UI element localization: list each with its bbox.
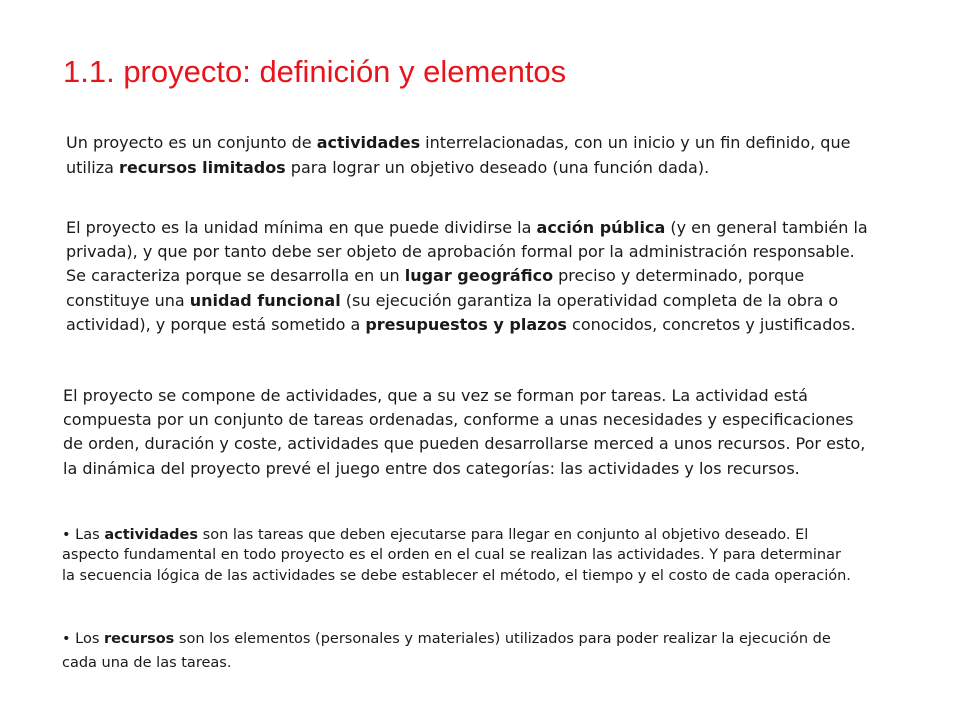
text-span: (su ejecución garantiza la operatividad completa de la obra o actividad), y porque está sometido a [66,290,839,334]
bold-term-actividades: actividades [316,133,421,152]
slide-title: 1.1. proyecto: definición y elementos [63,54,567,89]
bullet-recursos [62,627,852,675]
text-span: conocidos, concretos y justificados. [566,314,856,334]
definition-paragraph [66,131,876,180]
text-span: (y en general también la privada), y que por tanto debe ser objeto de aprobación formal por la administración responsable. Se caracteriza porque se desarrolla en un [66,218,868,286]
public-action-paragraph [66,216,876,337]
bullet-actividades [62,525,852,586]
text-span: Las [70,527,105,543]
text-span: Un proyecto es un conjunto de [66,133,317,152]
bold-term-actividades: actividades [104,527,199,543]
text-span: interrelacionadas, con un inicio y un fin definido, que utiliza [66,133,851,177]
composition-paragraph: El proyecto se compone de actividades, que a su vez se forman por tareas. La actividad está compuesta por un conjunto de tareas ordenadas, conforme a unas necesidades y especificaciones de orden, duración y coste, actividades que pueden desarrollarse merced a unos recursos. Por esto, la dinámica del proyecto prevé el juego entre dos categorías: las actividades y los recursos. [63,386,866,478]
bold-term-accion-publica: acción pública [536,218,666,237]
bold-term-presupuestos-plazos: presupuestos y plazos [365,314,567,334]
text-span: para lograr un objetivo deseado (una función dada). [285,157,710,177]
bold-term-recursos-limitados: recursos limitados [119,157,286,177]
bold-term-recursos: recursos [104,631,175,647]
text-span: son los elementos (personales y materiales) utilizados para poder realizar la ejecución de cada una de las tareas. [62,631,831,671]
text-span: Los [70,631,105,647]
bold-term-unidad-funcional: unidad funcional [189,290,341,310]
text-span: preciso y determinado, porque constituye una [66,266,805,310]
text-span: El proyecto es la unidad mínima en que puede dividirse la [66,218,537,237]
text-span: son las tareas que deben ejecutarse para llegar en conjunto al objetivo deseado. El aspecto fundamental en todo proyecto es el orden en el cual se realizan las actividades. Y para determinar la secuencia lógica de las actividades se debe establecer el método, el tiempo y el costo de cada operación. [62,527,851,584]
bold-term-lugar-geografico: lugar geográfico [404,266,554,286]
bullet-marker: • [62,631,71,647]
bullet-marker: • [62,527,71,543]
